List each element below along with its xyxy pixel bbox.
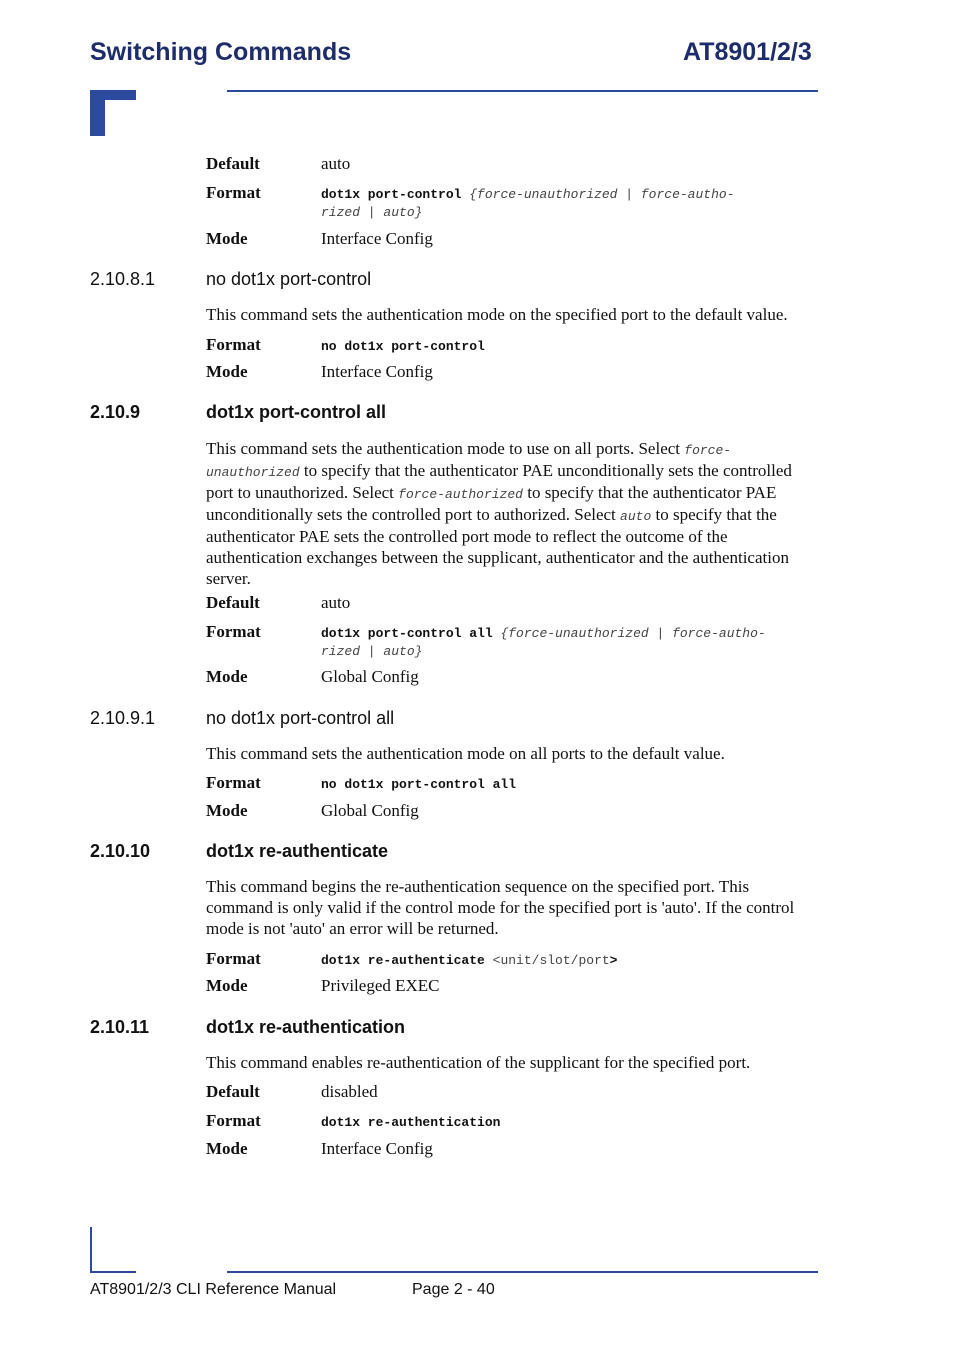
format-close: > [609,953,618,968]
section-number: 2.10.8.1 [90,269,156,289]
format-command: no dot1x port-control all [321,777,517,792]
format-label: Format [206,1111,261,1130]
format-command: dot1x re-authentication [321,1115,501,1130]
section-title: dot1x port-control all [206,402,386,422]
format-args: {force-unauthorized | force-autho- [469,187,735,202]
mode-label: Mode [206,229,248,248]
section-number: 2.10.9 [90,402,141,422]
footer-manual-title: AT8901/2/3 CLI Reference Manual [90,1281,337,1298]
section-description [206,438,818,589]
default-label: Default [206,1082,260,1101]
format-open: < [492,953,501,968]
format-args: unit/slot/port [500,953,610,968]
format-label: Format [206,949,261,968]
default-label: Default [206,154,260,173]
format-command: dot1x port-control all [321,626,493,641]
format-args-cont: rized | auto} [321,644,423,659]
section-title: dot1x re-authentication [206,1017,406,1037]
mode-label: Mode [206,801,248,820]
format-command: dot1x re-authenticate [321,953,485,968]
section-description: This command sets the authentication mode on the specified port to the default value. [206,305,788,324]
inline-code: force-unauthorized [206,443,732,480]
section-number: 2.10.10 [90,841,151,861]
format-command: no dot1x port-control [321,339,485,354]
mode-value: Interface Config [321,362,433,381]
text-run: to specify that the authenticator PAE unconditionally sets the controlled port to authorized. Select [206,483,777,524]
default-value: auto [321,154,351,173]
text-run: to specify that the authenticator PAE unconditionally sets the controlled port to unauthorized. Select [206,461,792,502]
text-run: This command sets the authentication mode to use on all ports. Select [206,439,685,458]
footer-page-number: Page 2 - 40 [412,1281,495,1298]
header-rule [227,90,818,92]
section-title: no dot1x port-control [206,269,372,289]
mode-value: Interface Config [321,1139,433,1158]
inline-code: force-authorized [398,487,523,502]
corner-mark-side [90,90,105,136]
section-number: 2.10.9.1 [90,708,156,728]
format-label: Format [206,773,261,792]
format-value [321,952,617,970]
format-args-cont: rized | auto} [321,205,423,220]
section-title: dot1x re-authenticate [206,841,389,861]
mode-label: Mode [206,1139,248,1158]
inline-code: auto [620,509,652,524]
mode-value: Privileged EXEC [321,976,440,995]
format-args: {force-unauthorized | force-autho- [500,626,766,641]
header-title: Switching Commands [90,38,352,66]
section-description: This command sets the authentication mode on all ports to the default value. [206,744,725,763]
format-label: Format [206,335,261,354]
format-value [321,186,735,222]
default-value: auto [321,593,351,612]
footer-corner-mark-base [90,1271,136,1273]
header-product: AT8901/2/3 [683,38,812,66]
mode-value: Interface Config [321,229,433,248]
mode-label: Mode [206,362,248,381]
section-number: 2.10.11 [90,1017,150,1037]
format-label: Format [206,622,261,641]
mode-label: Mode [206,667,248,686]
default-value: disabled [321,1082,378,1101]
section-description: This command begins the re-authentication sequence on the specified port. This command is only valid if the control mode for the specified port is 'auto'. If the control mode is not 'auto' an error will be returned. [206,877,795,938]
section-description: This command enables re-authentication of the supplicant for the specified port. [206,1053,751,1072]
format-value [321,625,766,661]
text-run: to specify that the authenticator PAE sets the controlled port mode to reflect the outcome of the authentication exchanges between the supplicant, authenticator and the authentication server. [206,505,789,588]
format-command: dot1x port-control [321,187,462,202]
mode-value: Global Config [321,667,419,686]
section-title: no dot1x port-control all [206,708,395,728]
footer-rule [227,1271,818,1273]
default-label: Default [206,593,260,612]
format-label: Format [206,183,261,202]
mode-value: Global Config [321,801,419,820]
footer-corner-mark [90,1227,92,1273]
mode-label: Mode [206,976,248,995]
